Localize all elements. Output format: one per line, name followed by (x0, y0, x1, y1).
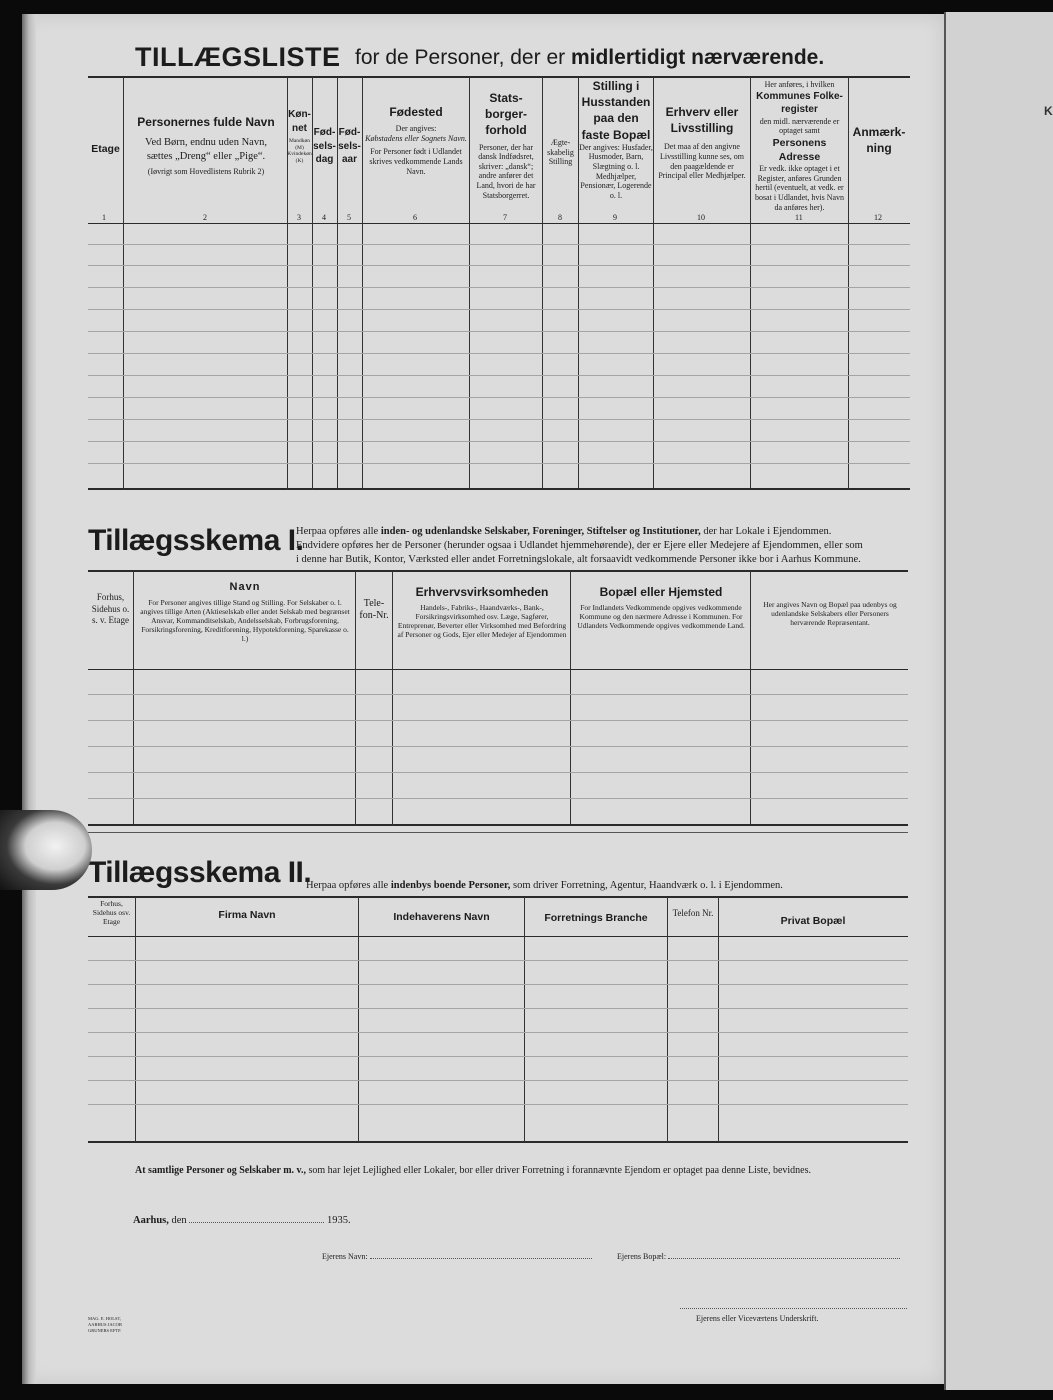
table-row (88, 397, 910, 398)
t1-col-foedested: Fødested Der angives: Købstadens eller Sognets Navn. For Personer født i Udlandet skrives vedkommende Lands Navn. (365, 105, 467, 176)
s1-col-telefon: Tele-fon-Nr. (359, 598, 389, 621)
table-row (88, 746, 908, 747)
footer-date-line (133, 1213, 351, 1226)
table-row (88, 772, 908, 773)
owner-address-label: Ejerens Bopæl: (617, 1252, 667, 1261)
col-number: 1 (102, 213, 106, 222)
skema2-description: Herpaa opføres alle indenbys boende Personer, som driver Forretning, Agentur, Haandværk o. l. i Ejendommen. (306, 880, 783, 891)
s2-col-indehaver: Indehaverens Navn (393, 911, 490, 923)
table-row (88, 375, 910, 376)
table-row (88, 960, 908, 961)
s1-divider (750, 571, 751, 825)
s1-col-bopael: Bopæl eller Hjemsted For Indlandets Vedkommende opgives vedkommende Kommune og den nærmere Adresse i Kommunen. For Udlandets Vedkommende opgives vedkommende Land. (577, 585, 745, 631)
t1-col-koen: Køn-net Mandkøn (M) Kvindekøn (K) (287, 109, 312, 164)
facing-page-fragment: K (1044, 104, 1053, 118)
signature-label: Ejerens eller Viceværtens Underskrift. (696, 1314, 819, 1323)
t1-col-statsborger: Stats-borger-forhold Personer, der har dansk Indfødsret, skriver: „dansk“; andre anfører det Land, hvori de har Statsborgerret. (476, 91, 536, 200)
table-row (88, 1104, 908, 1105)
table-row (88, 798, 908, 799)
col-number: 2 (203, 213, 207, 222)
t1-divider (362, 77, 363, 489)
table-row (88, 441, 910, 442)
skema2-top-rule (88, 896, 908, 898)
t1-col-etage: Etage (91, 143, 120, 155)
skema2-title: Tillægsskema II. (88, 856, 312, 889)
col-number: 11 (795, 213, 803, 222)
book-spine (22, 14, 36, 1384)
printer-mark: MAG. E. HOLST, AARHUS JACOB GRUNERS EFTF. (88, 1316, 122, 1333)
s2-col-telefon: Telefon Nr. (672, 908, 714, 918)
table-row (88, 1008, 908, 1009)
skema2-separator (88, 832, 908, 833)
table-row (88, 984, 908, 985)
t1-col-navn: Personernes fulde Navn Ved Børn, endnu uden Navn, sættes „Dreng“ eller „Pige“. (Iøvrigt som Hovedlistens Rubrik 2) (137, 115, 275, 177)
skema1-description: Herpaa opføres alle inden- og udenlandske Selskaber, Foreninger, Stiftelser og Institutioner, der har Lokale i Ejendommen. Endvidere opføres her de Personer (herunder ogsaa i Udlandet hjemmehørende), der er Ejere eller Medejere af Ejendommen, eller som i denne har Butik, Kontor, Værksted eller andet Forretningslokale, alt forsaavidt vedkommende Personer ikke bor i Aarhus Kommune. (296, 526, 863, 566)
table-row (88, 309, 910, 310)
footer-statement: At samtlige Personer og Selskaber m. v., som har lejet Lejlighed eller Lokaler, bor eller driver Forretning i forannævnte Ejendom er optaget paa denne Liste, bevidnes. (135, 1165, 811, 1176)
owner-address-line (617, 1250, 900, 1261)
s1-col-etage: Forhus, Sidehus o. s. v. Etage (91, 592, 130, 626)
s2-divider (667, 897, 668, 1142)
s1-divider (570, 571, 571, 825)
s1-divider (392, 571, 393, 825)
table-row (88, 287, 910, 288)
table-row (88, 463, 910, 464)
s1-divider (133, 571, 134, 825)
s2-divider (135, 897, 136, 1142)
col-number: 5 (347, 213, 351, 222)
s2-divider (358, 897, 359, 1142)
skema1-bottom-rule (88, 824, 908, 826)
t1-col-foedselsdag: Fød-sels-dag (313, 127, 336, 165)
skema2-bottom-rule (88, 1141, 908, 1143)
col-number: 4 (322, 213, 326, 222)
t1-divider (123, 77, 124, 489)
signature-field[interactable] (680, 1302, 907, 1309)
col-number: 8 (558, 213, 562, 222)
city: Aarhus, (133, 1215, 169, 1226)
table-row (88, 419, 910, 420)
owner-name-field[interactable] (370, 1250, 592, 1259)
t1-divider (750, 77, 751, 489)
skema2-header-rule (88, 936, 908, 937)
form-page (22, 14, 944, 1384)
den-label: den (171, 1215, 187, 1226)
s2-col-privat-bopael: Privat Bopæl (780, 915, 846, 927)
table-row (88, 265, 910, 266)
thumb (0, 810, 92, 890)
col-number: 3 (297, 213, 301, 222)
col-number: 12 (874, 213, 882, 222)
title-rule (88, 76, 910, 78)
col-number: 9 (613, 213, 617, 222)
table-row (88, 331, 910, 332)
table-row (88, 1056, 908, 1057)
t1-col-folkeregister: Her anføres, i hvilken Kommunes Folke-register den midl. nærværende er optaget samt Personens Adresse Er vedk. ikke optaget i et Register, anføres Grunden hertil (eventuelt, at vedk. er bosat i Udlandet, hvis Navn da anføres her). (754, 80, 845, 212)
year: 1935. (326, 1215, 351, 1226)
table-row (88, 1032, 908, 1033)
s1-col-erhverv: Erhvervsvirksomheden Handels-, Fabriks-, Haandværks-, Bank-, Forsikringsvirksomhed osv. Læge, Sagfører, Entreprenør, Beverter eller Virksomhed med Befordring af Personer og Gods, Ejer eller Medejer af Ejendommen (397, 585, 567, 640)
table-row (88, 244, 910, 245)
s2-col-branche: Forretnings Branche (544, 912, 648, 924)
main-title-rest (355, 46, 824, 70)
facing-page (944, 12, 1053, 1390)
table1-bottom-rule (88, 488, 910, 490)
s1-col-navn: Navn For Personer angives tillige Stand og Stilling. For Selskaber o. l. angives tillige Arten (Aktieselskab eller andet Selskab med begrænset Ansvar, Kommanditselskab, Andelsselskab, Forbrugsforening, Forsikringsforening, Kreditforening, Hypotekforening, Sparekasse o. l.) (140, 581, 350, 643)
skema1-header-rule (88, 669, 908, 670)
owner-address-field[interactable] (668, 1250, 900, 1259)
s2-divider (718, 897, 719, 1142)
skema1-title: Tillægsskema I. (88, 524, 304, 557)
t1-col-anmaerkning: Anmærk-ning (852, 125, 906, 156)
main-title-prefix: TILLÆGSLISTE (135, 42, 341, 72)
table-row (88, 694, 908, 695)
date-field[interactable] (189, 1213, 324, 1223)
col-number: 7 (503, 213, 507, 222)
t1-divider (469, 77, 470, 489)
table-row (88, 353, 910, 354)
owner-name-label: Ejerens Navn: (322, 1252, 368, 1261)
col-number: 10 (697, 213, 705, 222)
skema1-top-rule (88, 570, 908, 572)
t1-col-stilling: Stilling i Husstanden paa den faste Bopæl Der angives: Husfader, Husmoder, Barn, Slægtning o. l. Medhjælper, Pensionær, Logerende o. l. (579, 79, 653, 200)
s1-col-repraesentant: Her angives Navn og Bopæl paa udenbys og udenlandske Selskabers eller Personers herværende Repræsentant. (763, 600, 897, 627)
t1-divider (653, 77, 654, 489)
t1-col-foedselsaar: Fød-sels-aar (338, 127, 361, 165)
main-title-rest-text: for de Personer, der er (355, 46, 566, 69)
s2-col-firma: Firma Navn (218, 909, 276, 921)
t1-col-erhverv: Erhverv eller Livsstilling Det maa af den angivne Livsstilling kunne ses, om den paagældende er Principal eller Medhjælper. (658, 105, 746, 181)
table-row (88, 1080, 908, 1081)
col-number: 6 (413, 213, 417, 222)
s2-col-etage: Forhus, Sidehus osv. Etage (92, 899, 131, 926)
main-title-rest-bold: midlertidigt nærværende. (570, 46, 825, 69)
table1-header-rule (88, 223, 910, 224)
t1-col-aegteskab: Ægte-skabelig Stilling (547, 138, 574, 167)
owner-name-line (322, 1250, 592, 1261)
s2-divider (524, 897, 525, 1142)
table-row (88, 720, 908, 721)
